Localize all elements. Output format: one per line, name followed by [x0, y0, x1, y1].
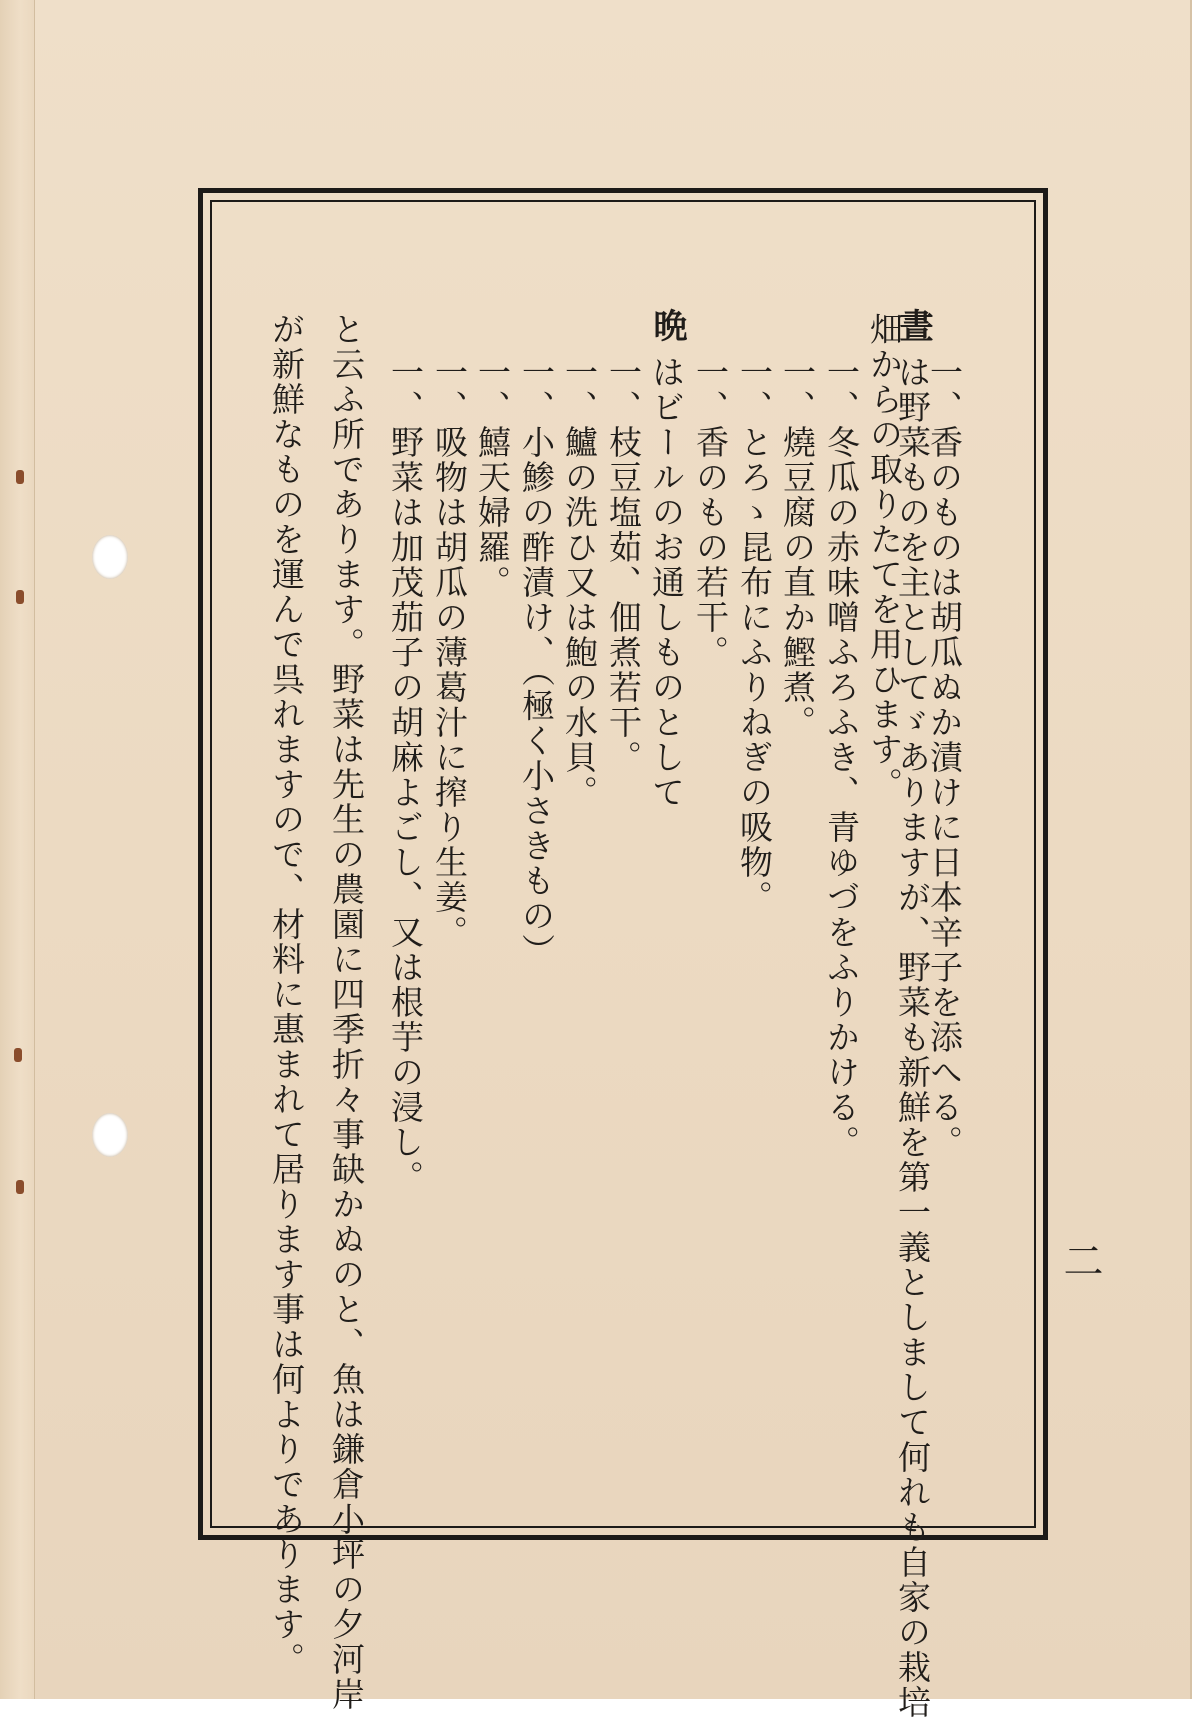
binding-stitch — [14, 1048, 22, 1062]
text-line: 一、冬瓜の赤味噌ふろふき、青ゆづをふりかける。 — [822, 355, 861, 1160]
text-line: 畑からの取りたてを用ひます。 — [865, 312, 904, 802]
text-line: 一、香のものは胡瓜ぬか漬けに日本辛子を添へる。 — [925, 355, 964, 1160]
text-line: はビールのお通しものとして — [647, 355, 686, 810]
text-line: 一、枝豆塩茹、佃煮若干。 — [604, 355, 643, 775]
text-line: 一、鱚天婦羅。 — [473, 355, 512, 600]
text-line: は野菜ものを主としてゞありますが、野菜も新鮮を第一義としまして何れも自家の栽培 — [893, 355, 932, 1720]
section-heading-noon: 晝 — [893, 308, 933, 344]
binding-stitch — [16, 1180, 24, 1194]
text-line: 一、小鯵の酢漬け、（極く小さきもの） — [517, 355, 556, 969]
text-line: 一、燒豆腐の直か鰹煮。 — [778, 355, 817, 740]
text-line: 一、野菜は加茂茄子の胡麻よごし、又は根芋の浸し。 — [386, 355, 425, 1195]
binding-stitch — [16, 470, 24, 484]
punch-hole-top — [92, 535, 128, 579]
text-line: と云ふ所であります。野菜は先生の農園に四季折々事缺かぬのと、魚は鎌倉小坪の夕河岸 — [327, 312, 366, 1712]
binding-stitch — [16, 590, 24, 604]
text-line: が新鮮なものを運んで呉れますので、材料に惠まれて居ります事は何よりであります。 — [267, 312, 306, 1677]
text-line: 一、とろゝ昆布にふりねぎの吸物。 — [735, 355, 774, 915]
text-line: 一、吸物は胡瓜の薄葛汁に搾り生姜。 — [430, 355, 469, 950]
section-heading-evening: 晩 — [647, 308, 687, 344]
punch-hole-bottom — [92, 1113, 128, 1157]
binding-margin — [0, 0, 35, 1699]
page-number: 二 — [1057, 1240, 1103, 1280]
text-line: 一、鱸の洗ひ又は鮑の水貝。 — [560, 355, 599, 810]
text-line: 一、香のもの若干。 — [691, 355, 730, 670]
